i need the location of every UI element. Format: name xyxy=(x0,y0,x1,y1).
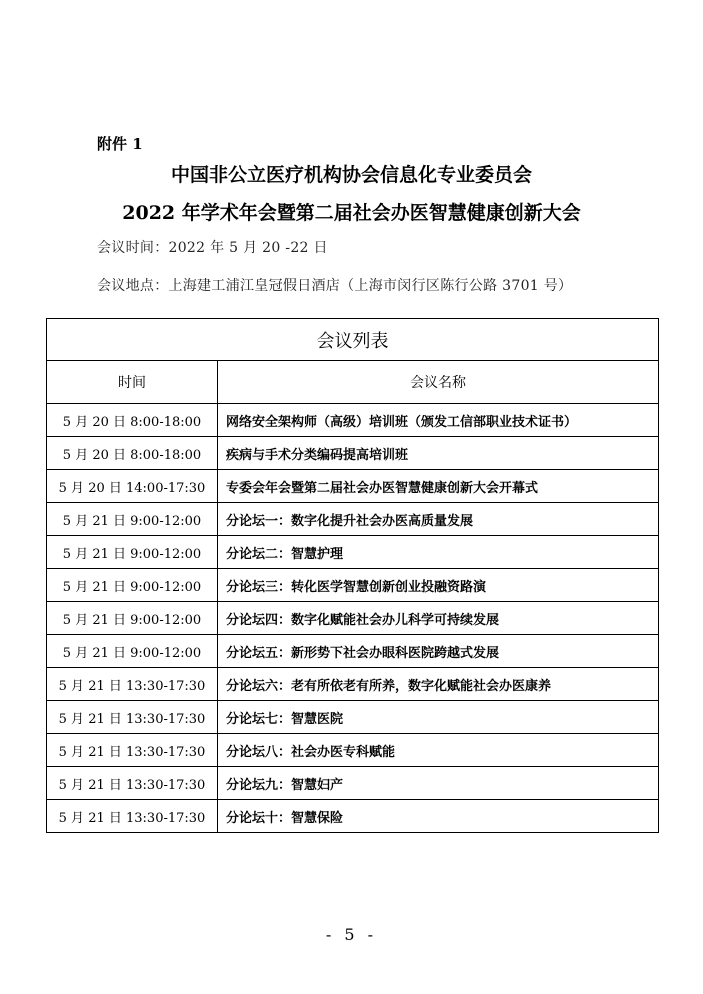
row-meeting-name: 分论坛六：老有所依老有所养，数字化赋能社会办医康养 xyxy=(218,668,659,701)
table-row xyxy=(47,404,659,437)
table-row xyxy=(47,569,659,602)
table-row xyxy=(47,800,659,833)
row-time: 5 月 20 日 14:00-17:30 xyxy=(47,470,218,503)
table-row xyxy=(47,470,659,503)
row-meeting-name: 网络安全架构师（高级）培训班（颁发工信部职业技术证书） xyxy=(218,404,659,437)
row-meeting-name: 分论坛二：智慧护理 xyxy=(218,536,659,569)
row-time: 5 月 20 日 8:00-18:00 xyxy=(47,437,218,470)
row-meeting-name: 分论坛一：数字化提升社会办医高质量发展 xyxy=(218,503,659,536)
table-row xyxy=(47,734,659,767)
column-header-time: 时间 xyxy=(47,361,218,404)
row-time: 5 月 21 日 9:00-12:00 xyxy=(47,536,218,569)
meeting-schedule-table xyxy=(46,318,659,833)
row-meeting-name: 疾病与手术分类编码提高培训班 xyxy=(218,437,659,470)
table-caption: 会议列表 xyxy=(47,319,659,361)
table-row xyxy=(47,668,659,701)
document-title-line1: 中国非公立医疗机构协会信息化专业委员会 xyxy=(170,164,532,186)
row-time: 5 月 21 日 9:00-12:00 xyxy=(47,503,218,536)
row-time: 5 月 21 日 13:30-17:30 xyxy=(47,767,218,800)
row-meeting-name: 专委会年会暨第二届社会办医智慧健康创新大会开幕式 xyxy=(218,470,659,503)
row-time: 5 月 21 日 13:30-17:30 xyxy=(47,734,218,767)
document-title-line2: 2022 年学术年会暨第二届社会办医智慧健康创新大会 xyxy=(122,202,581,224)
table-row xyxy=(47,701,659,734)
row-time: 5 月 20 日 8:00-18:00 xyxy=(47,404,218,437)
page-number: - 5 - xyxy=(325,925,378,944)
table-row xyxy=(47,437,659,470)
row-meeting-name: 分论坛七：智慧医院 xyxy=(218,701,659,734)
row-time: 5 月 21 日 9:00-12:00 xyxy=(47,569,218,602)
table-row xyxy=(47,602,659,635)
table-row xyxy=(47,767,659,800)
row-time: 5 月 21 日 9:00-12:00 xyxy=(47,602,218,635)
row-time: 5 月 21 日 13:30-17:30 xyxy=(47,800,218,833)
row-meeting-name: 分论坛四：数字化赋能社会办儿科学可持续发展 xyxy=(218,602,659,635)
column-header-name: 会议名称 xyxy=(218,361,659,404)
row-time: 5 月 21 日 13:30-17:30 xyxy=(47,701,218,734)
row-meeting-name: 分论坛八：社会办医专科赋能 xyxy=(218,734,659,767)
row-time: 5 月 21 日 13:30-17:30 xyxy=(47,668,218,701)
table-body xyxy=(47,404,659,833)
row-meeting-name: 分论坛十：智慧保险 xyxy=(218,800,659,833)
meeting-place: 会议地点：上海建工浦江皇冠假日酒店（上海市闵行区陈行公路 3701 号） xyxy=(97,278,573,294)
table-row xyxy=(47,536,659,569)
row-meeting-name: 分论坛五：新形势下社会办眼科医院跨越式发展 xyxy=(218,635,659,668)
meeting-time: 会议时间：2022 年 5 月 20 -22 日 xyxy=(97,240,328,256)
row-meeting-name: 分论坛三：转化医学智慧创新创业投融资路演 xyxy=(218,569,659,602)
table-row xyxy=(47,635,659,668)
row-meeting-name: 分论坛九：智慧妇产 xyxy=(218,767,659,800)
table-row xyxy=(47,503,659,536)
attachment-label: 附件 1 xyxy=(97,135,143,153)
row-time: 5 月 21 日 9:00-12:00 xyxy=(47,635,218,668)
